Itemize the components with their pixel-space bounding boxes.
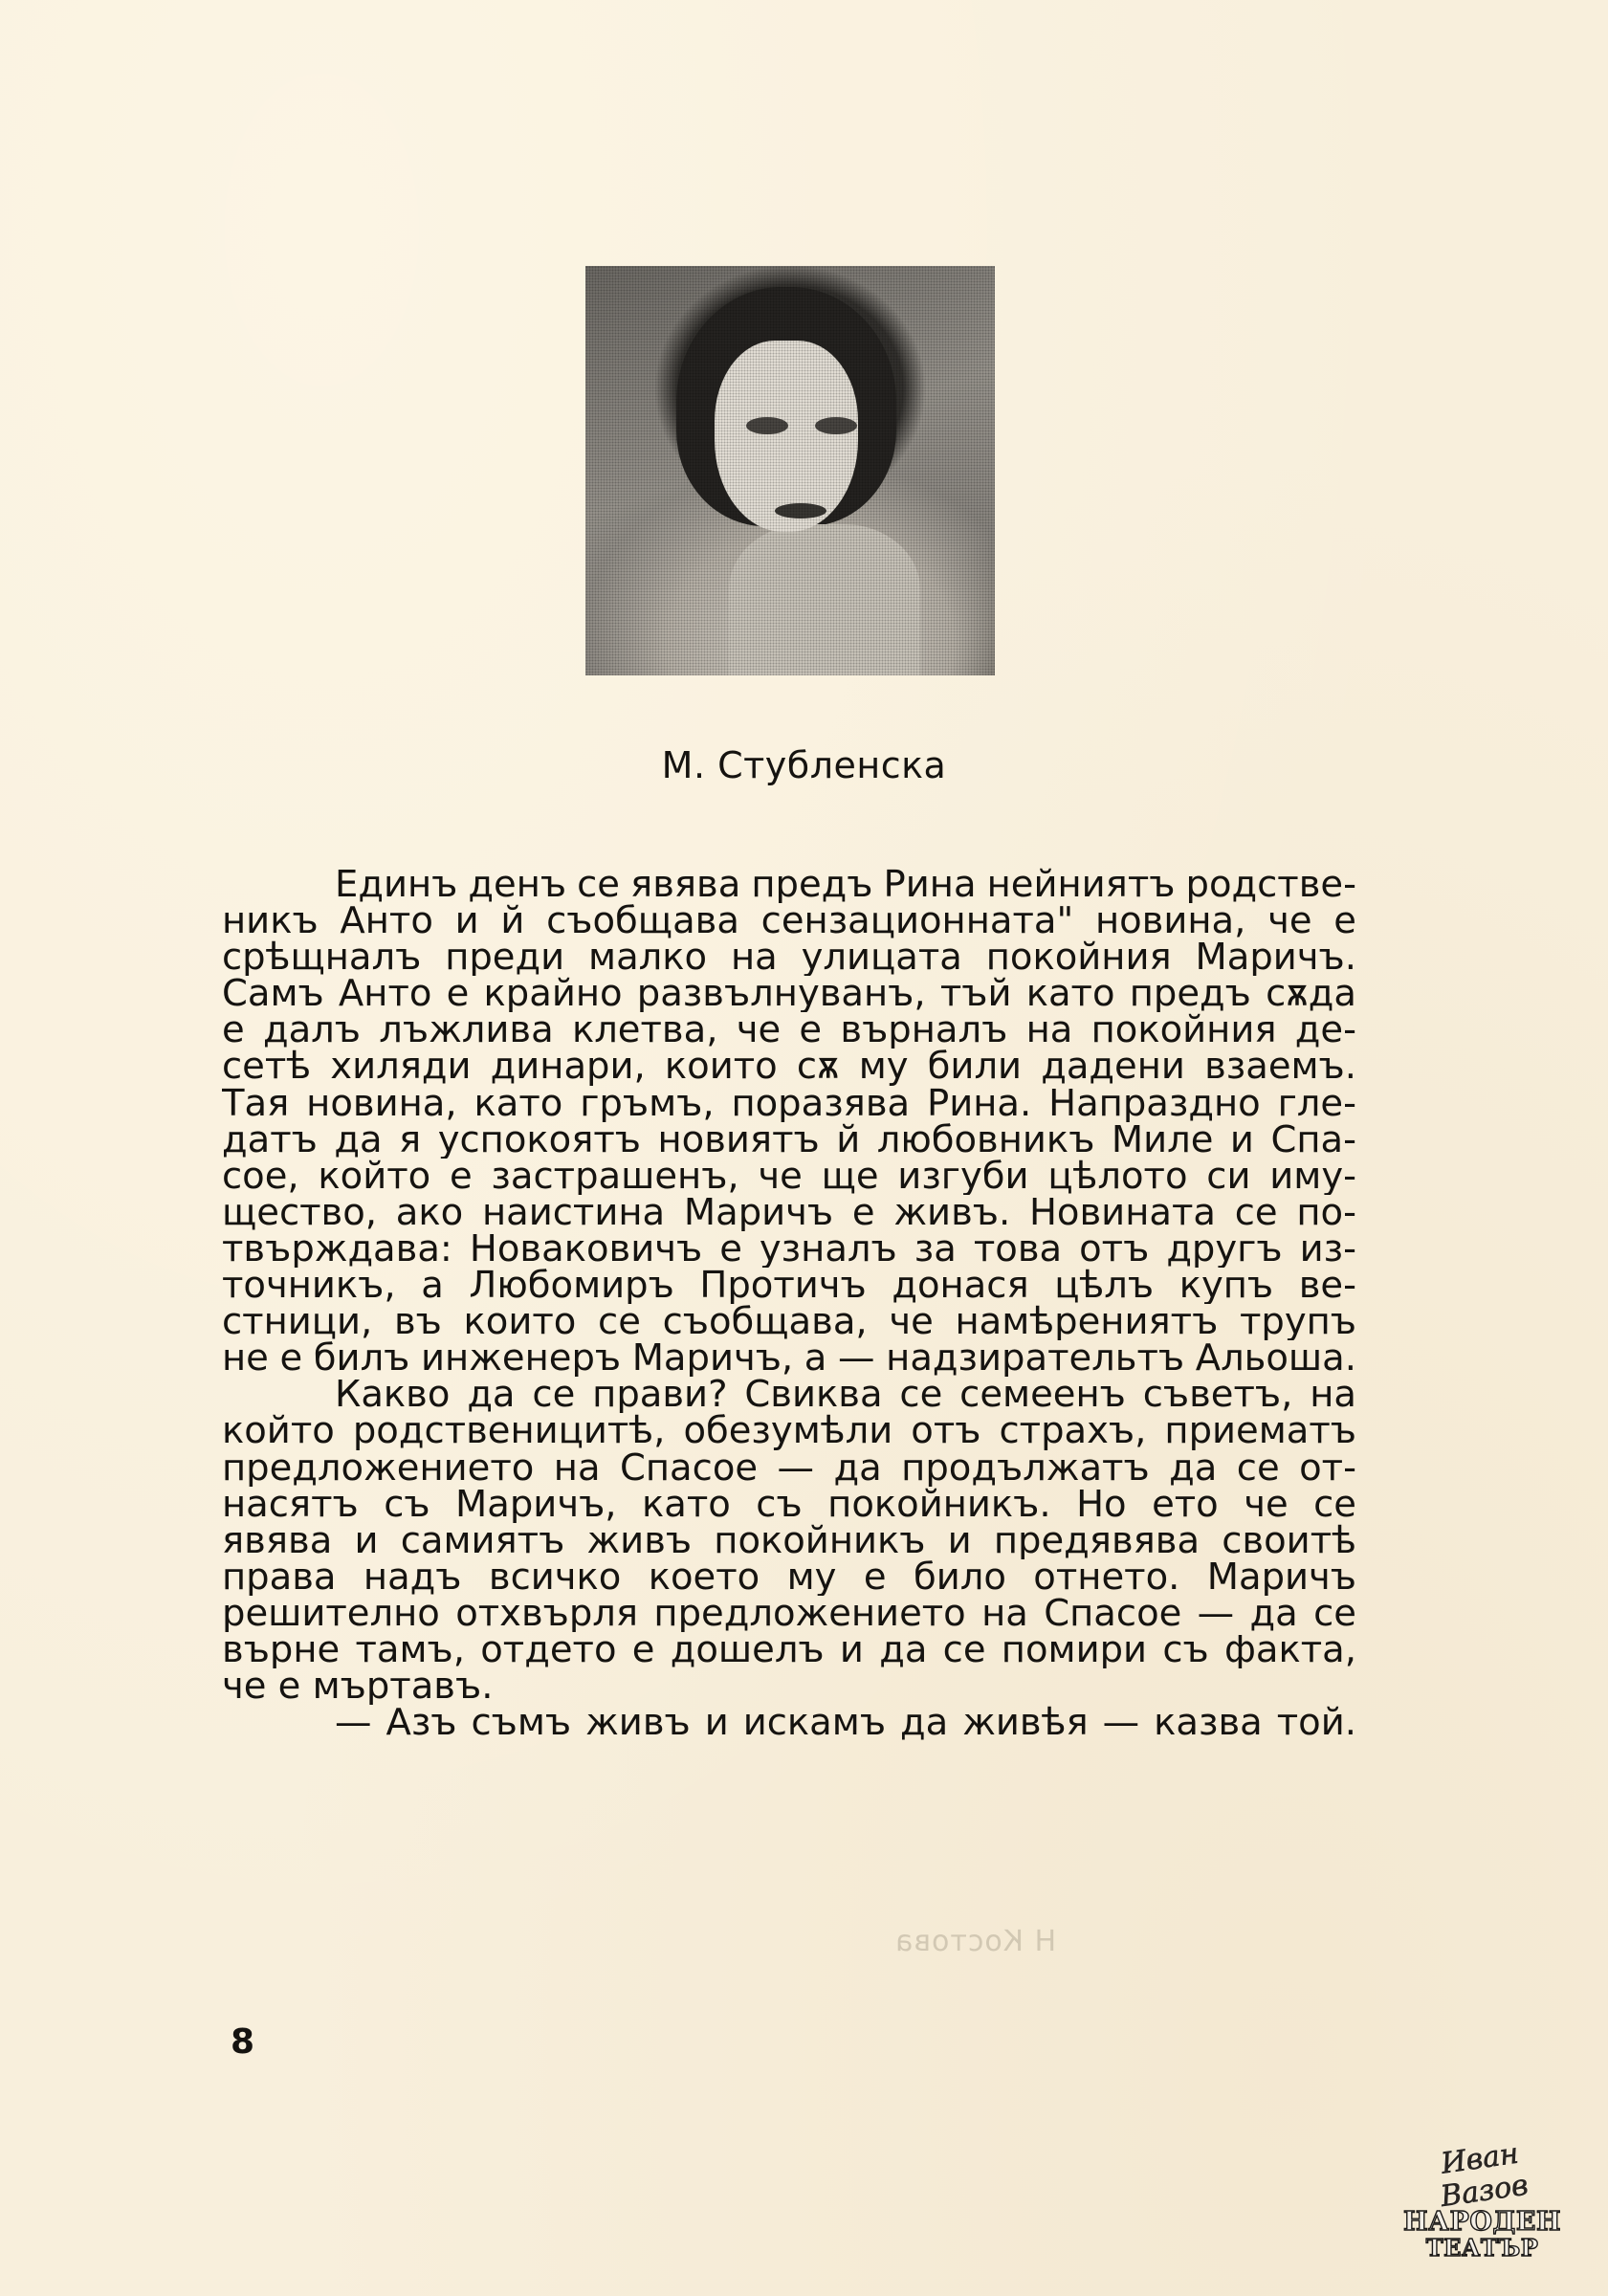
logo-signature: Иван Вазов bbox=[1438, 2136, 1531, 2215]
photo-shoulders bbox=[729, 524, 920, 675]
logo-line-2: ТЕАТЪР bbox=[1425, 2234, 1539, 2262]
text-line: е далъ лъжлива клетва, че е върналъ на покойния де- bbox=[222, 1012, 1356, 1049]
text-line: срѣщналъ преди малко на улицата покойния Маричъ. bbox=[222, 939, 1356, 977]
theatre-logo bbox=[1399, 2136, 1566, 2262]
photo-lips bbox=[775, 503, 826, 519]
text-line: който родственицитѣ, обезумѣли отъ страхъ, приематъ bbox=[222, 1413, 1356, 1450]
photo-eye-left bbox=[746, 417, 788, 434]
text-line: явява и самиятъ живъ покойникъ и предявява своитѣ bbox=[222, 1522, 1356, 1559]
text-line: никъ Анто и й съобщава сензационната" новина, че е bbox=[222, 903, 1356, 940]
text-line: сое, който е застрашенъ, че ще изгуби цѣлото си иму- bbox=[222, 1158, 1356, 1195]
text-line: датъ да я успокоятъ новиятъ й любовникъ Миле и Спа- bbox=[222, 1121, 1356, 1159]
text-line: — Азъ съмъ живъ и искамъ да живѣя — казва той. bbox=[335, 1705, 1356, 1742]
photo-caption: М. Стубленска bbox=[661, 744, 947, 786]
text-line: права надъ всичко което му е било отнето. Маричъ bbox=[222, 1558, 1356, 1596]
photo-eye-right bbox=[815, 417, 857, 434]
text-line: Тая новина, като гръмъ, поразява Рина. Напраздно гле- bbox=[222, 1085, 1356, 1122]
text-line: не е билъ инженеръ Маричъ, а — надзирательтъ Альоша. bbox=[222, 1340, 1356, 1378]
text-line: че е мъртавъ. bbox=[222, 1668, 494, 1706]
text-line: сетѣ хиляди динари, които сѫ му били дадени взаемъ. bbox=[222, 1049, 1356, 1086]
text-line: решително отхвърля предложението на Спасое — да се bbox=[222, 1595, 1356, 1632]
text-line: щество, ако наистина Маричъ е живъ. Новината се по- bbox=[222, 1194, 1356, 1231]
body-text bbox=[222, 867, 1356, 1741]
text-line: Единъ денъ се явява предъ Рина нейниятъ родстве- bbox=[335, 867, 1356, 904]
text-line: твърждава: Новаковичъ е узналъ за това отъ другъ из- bbox=[222, 1230, 1356, 1269]
text-line: точникъ, а Любомиръ Протичъ донася цѣлъ купъ ве- bbox=[222, 1268, 1356, 1305]
text-line: Самъ Анто е крайно развълнуванъ, тъй като предъ сѫда bbox=[222, 976, 1356, 1013]
text-line: Какво да се прави? Свиква се семеенъ съветъ, на bbox=[335, 1377, 1356, 1414]
text-line: стници, въ които се съобщава, че намѣрениятъ трупъ bbox=[222, 1304, 1356, 1341]
photo-hair bbox=[676, 287, 896, 526]
text-line: върне тамъ, отдето е дошелъ и да се помири съ факта, bbox=[222, 1631, 1356, 1669]
text-line: предложението на Спасое — да продължатъ да се от- bbox=[222, 1449, 1356, 1487]
text-line: насятъ съ Маричъ, като съ покойникъ. Но ето че се bbox=[222, 1486, 1356, 1523]
photo-face bbox=[715, 341, 858, 532]
logo-line-1: НАРОДЕН bbox=[1403, 2207, 1561, 2237]
bleed-through-text: Н Костова bbox=[894, 1925, 1057, 1958]
page-number: 8 bbox=[231, 2022, 255, 2062]
portrait-photo bbox=[585, 266, 995, 675]
